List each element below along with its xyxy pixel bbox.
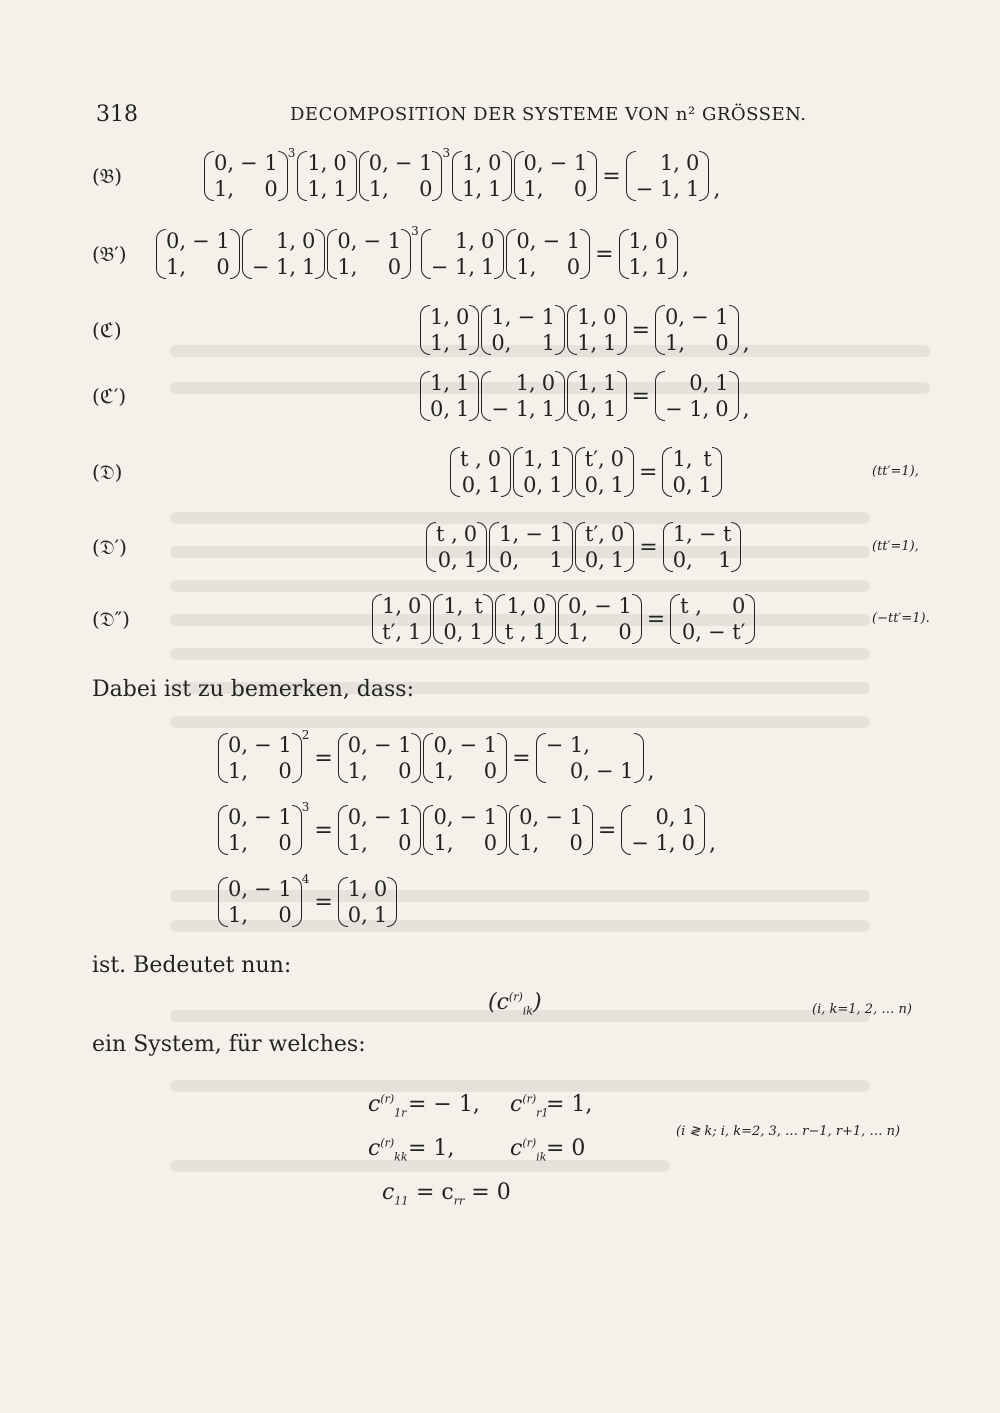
equation-label: (ℭ′) [92,384,127,408]
matrix-entry: 1 [302,255,316,279]
matrix-entry: 0, [347,903,368,927]
system-symbol: $(c^{(r)}_{ik})$ [488,990,542,1018]
matrix-entry: 1 [610,473,625,497]
c-11: $c_{11}$ [382,1180,409,1208]
matrix-entry: 0 [278,759,292,783]
equation-expression [156,224,689,280]
equation-label: (𝔇) [92,460,123,484]
matrix-entry: 1, [166,255,187,279]
matrix-entry: − 1 [254,877,292,901]
matrix-entry: 1 [715,371,729,395]
matrix-entry: t , [504,620,527,644]
matrix-entry: 1, [228,831,249,855]
text-ist-bedeutet: ist. Bedeutet nun: [92,953,292,978]
matrix-entry: 0 [732,594,746,618]
matrix-entry: − 1 [595,759,634,783]
matrix [420,370,479,422]
equation-label: (𝔅′) [92,242,127,266]
matrix-entry: t′, [584,447,605,471]
matrix-entry: 1, [382,594,403,618]
matrix-entry: 1 [408,620,422,644]
matrix [626,150,710,202]
power-identity [218,728,655,784]
matrix [338,804,422,856]
matrix-entry: 0, [689,371,710,395]
text-ein-system: ein System, für welches: [92,1032,366,1057]
matrix [655,370,739,422]
matrix-entry: 1 [685,177,700,201]
equals-sign: = [314,889,333,915]
c-kk-value: = 1, [408,1136,455,1161]
equation-expression [426,521,741,573]
matrix-entry: 1 [463,548,478,572]
punctuation: , [681,255,689,280]
matrix-entry: 0, [584,473,605,497]
matrix-entry: 1, [430,331,451,355]
matrix-entry: − 1 [545,805,583,829]
equals-sign: = [512,745,531,771]
matrix-entry: 0 [715,397,729,421]
matrix-entry: 1, [628,229,649,253]
matrix-entry: 0, [228,733,249,757]
matrix [663,521,742,573]
matrix-entry: 1 [549,548,563,572]
matrix-entry: 0, [672,473,693,497]
equals-sign: = [639,459,658,485]
matrix [495,593,556,645]
matrix-entry: 0 [333,151,347,175]
matrix-exponent: 3 [442,146,451,160]
matrix [452,150,511,202]
matrix-entry: 0 [488,151,502,175]
matrix-entry: − 1 [594,594,632,618]
matrix-entry: 1 [718,548,732,572]
equals-sign: = [646,606,666,632]
matrix [218,732,302,784]
matrix [506,228,590,280]
matrix [242,228,326,280]
matrix-entry: 1 [681,805,695,829]
matrix-entry: 1, [347,877,368,901]
matrix-entry: − 1 [542,229,581,253]
matrix [670,593,755,645]
matrix-entry: 0, [437,548,458,572]
matrix-entry: 0 [456,305,470,329]
matrix-entry: − 1, [635,177,680,201]
c-1r-value: = − 1, [408,1092,480,1117]
matrix-entry: t , [460,447,482,471]
matrix [514,150,598,202]
matrix-entry: 1, [454,229,476,253]
matrix-entry: − 1, [491,397,536,421]
matrix-entry: 0 [483,831,498,855]
matrix-entry: 0, [523,151,544,175]
running-header [0,100,1000,130]
matrix [423,804,507,856]
matrix-entry: 0 [264,177,278,201]
equation-expression [420,370,750,422]
matrix-entry: 0, [347,733,368,757]
equals-sign: = [314,745,333,771]
matrix-entry: 1, [515,371,536,395]
matrix-entry: − 1, [251,255,296,279]
equals-sign: = [595,241,614,267]
c-r1: $c^{(r)}_{r1}$ [510,1092,549,1120]
equation-expression [204,146,721,202]
matrix [338,732,422,784]
matrix-entry: 1 [456,331,470,355]
equation-condition: (tt′=1), [872,464,919,479]
matrix [423,732,507,784]
matrix-entry: − 1 [691,305,729,329]
matrix-entry: 1, [672,447,693,471]
matrix [450,446,511,498]
matrix-exponent: 2 [301,728,310,742]
matrix-entry: 0, [430,397,451,421]
matrix-entry: 1, [577,331,598,355]
matrix-entry: 1, [462,177,483,201]
matrix-entry: 0 [373,877,388,901]
equation-label: (𝔇′) [92,535,127,559]
matrix [558,593,642,645]
matrix-entry: 1, [516,255,537,279]
matrix-entry: 0 [216,255,230,279]
matrix-entry: 0, [516,229,537,253]
matrix-entry: − 1, [664,397,710,421]
matrix-entry: 0 [681,831,695,855]
matrix-entry: 0 [487,447,502,471]
matrix [218,804,302,856]
matrix-entry: 0 [610,522,625,546]
matrix [621,804,705,856]
matrix-entry: t′, [585,522,605,546]
matrix-entry: − 1 [549,151,588,175]
matrix-exponent: 3 [287,146,296,160]
matrix-entry: 0 [573,177,588,201]
punctuation: , [742,331,750,356]
matrix-entry: 0 [541,371,556,395]
matrix-entry: 0, [228,877,249,901]
matrix-entry: 1, [523,177,544,201]
matrix-entry: 0, [672,548,693,572]
equals-sign: = [602,163,621,189]
matrix [567,370,626,422]
matrix-entry: 0, [443,620,464,644]
punctuation: , [647,759,655,784]
matrix-entry: 1 [487,473,502,497]
matrix-entry: 0, [664,305,686,329]
matrix-entry: 1 [373,903,388,927]
matrix-entry: 1 [654,255,668,279]
matrix-entry: t , [680,594,702,618]
matrix-entry: 0 [463,522,478,546]
matrix-entry: 0 [715,331,729,355]
matrix-entry: 1 [481,255,495,279]
matrix-entry: 1, [430,305,451,329]
equation-expression [372,593,755,645]
matrix [433,593,492,645]
matrix-entry: 1 [456,371,470,395]
matrix-entry: 0, [655,805,676,829]
matrix-entry: 1, [214,177,235,201]
matrix-entry: 1 [603,397,617,421]
matrix-entry: t [474,594,483,618]
matrix-entry: 1, [275,229,296,253]
c-r1-value: = 1, [546,1092,593,1117]
matrix-entry: 0 [408,594,422,618]
matrix-entry: 1, [491,305,512,329]
matrix [662,446,721,498]
matrix-entry: 1, [433,759,454,783]
matrix-entry: 1 [549,447,563,471]
matrix-entry: 1, [577,305,598,329]
matrix-entry: 1 [603,371,617,395]
matrix-entry: 0, [228,805,249,829]
matrix-entry: t [703,447,712,471]
matrix-entry: 1, [368,177,389,201]
matrix-entry: 1 [603,331,617,355]
equation-expression [450,446,722,498]
punctuation: , [713,177,721,202]
matrix-entry: 1, [523,447,544,471]
matrix-entry: 1, [307,151,328,175]
matrix [218,876,302,928]
matrix-entry: − 1 [254,733,292,757]
matrix-entry: 0 [685,151,700,175]
matrix-entry: 1 [541,397,556,421]
matrix-entry: 1, [337,255,358,279]
matrix-entry: 0, [166,229,187,253]
matrix-entry: 0 [618,620,632,644]
matrix-entry: 0 [610,447,625,471]
matrix [567,304,626,356]
matrix-entry: 1, [568,620,589,644]
c-kk: $c^{(r)}_{kk}$ [368,1136,408,1164]
equation-condition: (−tt′=1). [872,611,930,626]
matrix [619,228,678,280]
matrix-entry: 0, [584,548,605,572]
matrix-entry: 1, [430,371,451,395]
matrix-entry [596,732,634,758]
matrix [575,446,634,498]
matrix-entry: 0 [566,255,581,279]
matrix-entry: 1, [577,371,598,395]
matrix-entry: 0 [603,305,617,329]
matrix [420,304,479,356]
matrix-entry: 0, [433,733,454,757]
punctuation: , [742,397,750,422]
matrix-entry: − 1 [373,805,412,829]
matrix-exponent: 4 [301,872,310,886]
matrix-entry: − 1 [192,229,230,253]
matrix [327,228,411,280]
matrix-entry: 0 [569,831,583,855]
matrix-entry: 0 [532,594,547,618]
matrix-entry: t′, [382,620,403,644]
matrix-entry: 0 [483,759,498,783]
matrix-entry: 0, [337,229,358,253]
matrix-entry: 1 [469,620,483,644]
matrix-entry: 1, [307,177,328,201]
matrix-entry: 1, [506,594,527,618]
matrix-entry: 0 [398,831,412,855]
matrix-entry: 0 [387,255,402,279]
matrix-entry: 1, [659,151,680,175]
matrix-entry: 0, [577,397,598,421]
text-dabei: Dabei ist zu bemerken, dass: [92,677,414,702]
matrix-entry: 0 [302,229,316,253]
matrix-entry: 1, [664,331,686,355]
matrix [509,804,593,856]
matrix-entry: 0, [368,151,389,175]
matrix-entry: 1 [549,473,563,497]
matrix-entry: − 1 [240,151,278,175]
equals-sign: = [631,317,650,343]
matrix-entry: 0, [214,151,235,175]
matrix-entry: 1 [488,177,502,201]
equation-label: (ℭ) [92,318,122,342]
matrix [359,150,443,202]
matrix-entry: − 1, [545,733,590,757]
matrix-entry: 1, [347,759,368,783]
page-number: 318 [96,102,138,127]
matrix-entry: 1, [347,831,368,855]
matrix-entry: − 1 [363,229,402,253]
matrix-entry: − t′ [707,620,746,644]
matrix-entry: 0, [523,473,544,497]
matrix [489,521,573,573]
equals-sign: = [597,817,617,843]
matrix-entry: − 1 [254,805,292,829]
c-1r: $c^{(r)}_{1r}$ [368,1092,407,1120]
matrix-entry: − 1 [373,733,412,757]
matrix-entry: 1, [519,831,540,855]
matrix-entry: 0 [654,229,668,253]
matrix-entry: − 1, [631,831,676,855]
system-range: (i, k=1, 2, … n) [812,1002,912,1017]
matrix-entry: 0, [499,548,520,572]
matrix-entry: 0 [278,903,292,927]
matrix-entry: 0, [568,594,589,618]
matrix-entry: 1 [610,548,625,572]
matrix-entry: 1, [462,151,483,175]
matrix [481,370,565,422]
matrix-entry: 0, [433,805,454,829]
matrix [156,228,240,280]
equals-sign: = [631,383,650,409]
c-11-eq: = $c_{rr} = 0$ [416,1180,511,1208]
matrix [421,228,505,280]
matrix-exponent: 3 [301,800,310,814]
equation-label: (𝔇″) [92,607,130,631]
matrix-entry: − 1 [394,151,433,175]
matrix-entry: 0, [491,331,512,355]
matrix [297,150,356,202]
matrix-entry: − 1 [517,305,556,329]
matrix-entry: 1, [433,831,454,855]
matrix-entry: 0, [569,759,590,783]
punctuation: , [708,831,716,856]
matrix-entry: − t [698,522,732,546]
matrix [513,446,572,498]
matrix-entry: − 1 [459,805,498,829]
matrix [426,521,487,573]
matrix-entry: 1, [672,522,693,546]
equals-sign: = [314,817,333,843]
matrix-entry: 0, [681,620,702,644]
equation-expression [420,304,750,356]
matrix-entry: 1 [698,473,712,497]
matrix [575,521,634,573]
matrix-entry: 0, [461,473,482,497]
matrix-entry: 1, [228,903,249,927]
equals-sign: = [639,534,658,560]
matrix-entry: 0, [519,805,540,829]
matrix-entry: 1 [333,177,347,201]
c-ik: $c^{(r)}_{ik}$ [510,1136,547,1164]
matrix-entry: 0 [398,759,412,783]
matrix-entry: − 1, [430,255,476,279]
matrix-entry: 1, [499,522,520,546]
matrix [204,150,288,202]
matrix [536,732,644,784]
matrix-entry: 1 [541,331,556,355]
running-title: DECOMPOSITION DER SYSTEME VON n² GRÖSSEN. [290,104,807,125]
matrix-entry: 1, [628,255,649,279]
matrix [481,304,565,356]
matrix-entry: 0 [481,229,495,253]
matrix [338,876,397,928]
matrix [372,593,431,645]
matrix-entry: 0 [419,177,433,201]
matrix-entry: − 1 [459,733,498,757]
matrix-exponent: 3 [411,224,419,238]
equation-condition: (tt′=1), [872,539,919,554]
power-identity [218,872,397,928]
matrix-entry: 1 [532,620,547,644]
matrix [655,304,739,356]
matrix-entry: 1 [456,397,470,421]
conditions-range: (i ≷ k; i, k=2, 3, … r−1, r+1, … n) [676,1124,901,1139]
matrix-entry: 0 [278,831,292,855]
equation-label: (𝔅) [92,164,123,188]
matrix-entry: 0, [347,805,368,829]
power-identity [218,800,716,856]
c-ik-value: = 0 [546,1136,586,1161]
matrix-entry: 1, [228,759,249,783]
matrix-entry: − 1 [525,522,563,546]
matrix-entry: t , [436,522,458,546]
matrix-entry: 1, [443,594,464,618]
